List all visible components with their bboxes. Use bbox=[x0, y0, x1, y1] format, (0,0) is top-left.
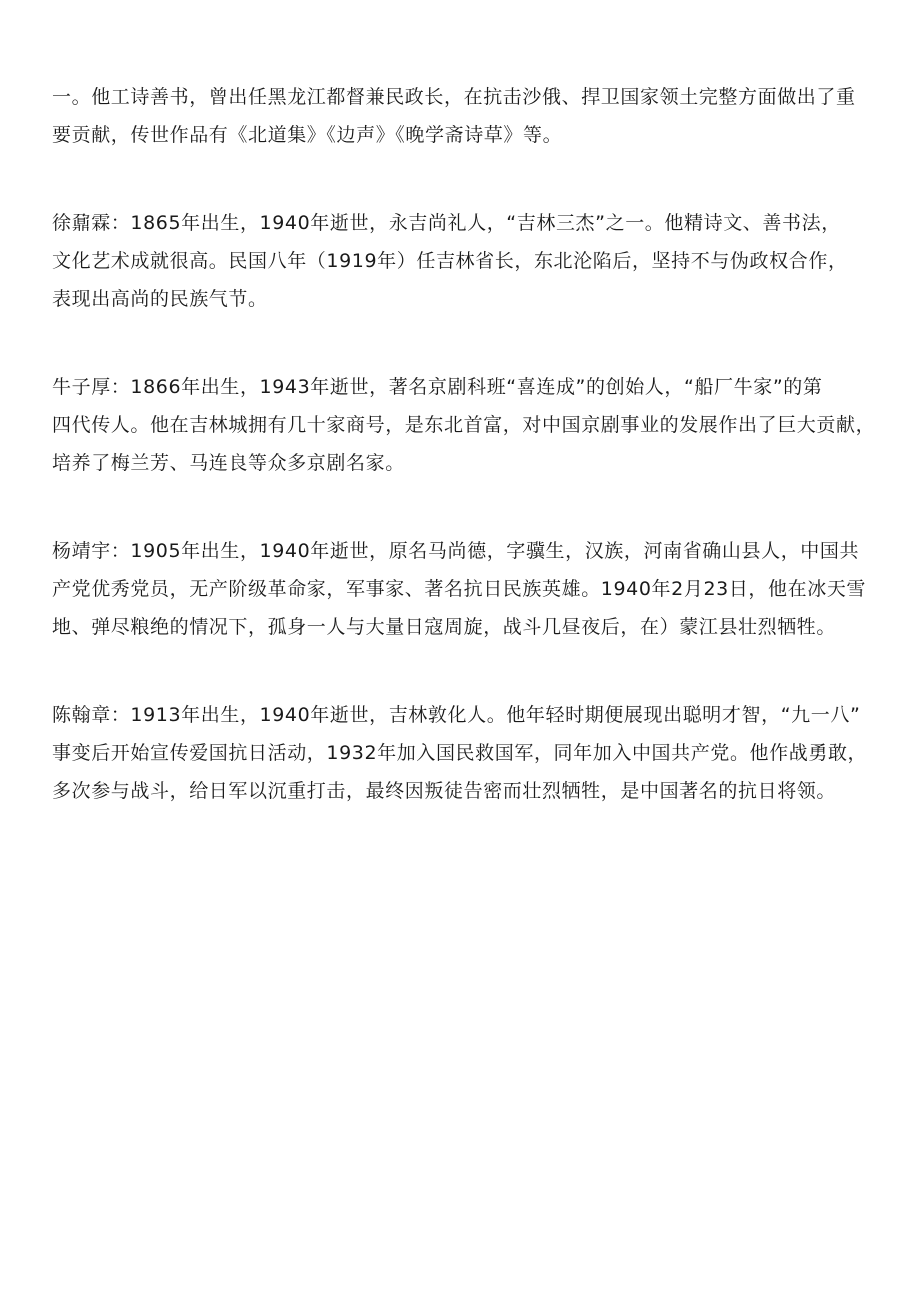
text-line: 表现出高尚的民族气节。 bbox=[52, 288, 268, 310]
text-line: 要贡献，传世作品有《北道集》《边声》《晚学斋诗草》等。 bbox=[52, 124, 563, 146]
text-line: 培养了梅兰芳、马连良等众多京剧名家。 bbox=[52, 452, 405, 474]
text-line: 多次参与战斗，给日军以沉重打击，最终因叛徒告密而壮烈牺牲，是中国著名的抗日将领。 bbox=[52, 780, 837, 802]
text-line: 陈翰章：1913年出生，1940年逝世，吉林敦化人。他年轻时期便展现出聪明才智，“九一八” bbox=[52, 704, 861, 726]
text-line: 地、弹尽粮绝的情况下，孤身一人与大量日寇周旋，战斗几昼夜后，在）蒙江县壮烈牺牲。 bbox=[52, 616, 837, 638]
text-line: 杨靖宇：1905年出生，1940年逝世，原名马尚德，字骥生，汉族，河南省确山县人，中国共 bbox=[52, 540, 860, 562]
paragraph-niu-zihou bbox=[52, 368, 878, 482]
paragraph-xu-naolin bbox=[52, 204, 878, 318]
text-line: 徐鼐霖：1865年出生，1940年逝世，永吉尚礼人，“吉林三杰”之一。他精诗文、善书法， bbox=[52, 212, 841, 234]
text-line: 文化艺术成就很高。民国八年（1919年）任吉林省长，东北沦陷后，坚持不与伪政权合作， bbox=[52, 250, 848, 272]
text-line: 产党优秀党员，无产阶级革命家，军事家、著名抗日民族英雄。1940年2月23日，他在冰天雪 bbox=[52, 578, 867, 600]
text-line: 事变后开始宣传爱国抗日活动，1932年加入国民救国军，同年加入中国共产党。他作战勇敢， bbox=[52, 742, 868, 764]
paragraph-intro-continuation bbox=[52, 78, 878, 154]
text-line: 一。他工诗善书，曾出任黑龙江都督兼民政长，在抗击沙俄、捍卫国家领土完整方面做出了重 bbox=[52, 86, 856, 108]
text-line: 四代传人。他在吉林城拥有几十家商号，是东北首富，对中国京剧事业的发展作出了巨大贡献， bbox=[52, 414, 876, 436]
paragraph-chen-hanzhang bbox=[52, 696, 878, 810]
text-line: 牛子厚：1866年出生，1943年逝世，著名京剧科班“喜连成”的创始人，“船厂牛家”的第 bbox=[52, 376, 823, 398]
document-body bbox=[52, 78, 878, 860]
paragraph-yang-jingyu bbox=[52, 532, 878, 646]
